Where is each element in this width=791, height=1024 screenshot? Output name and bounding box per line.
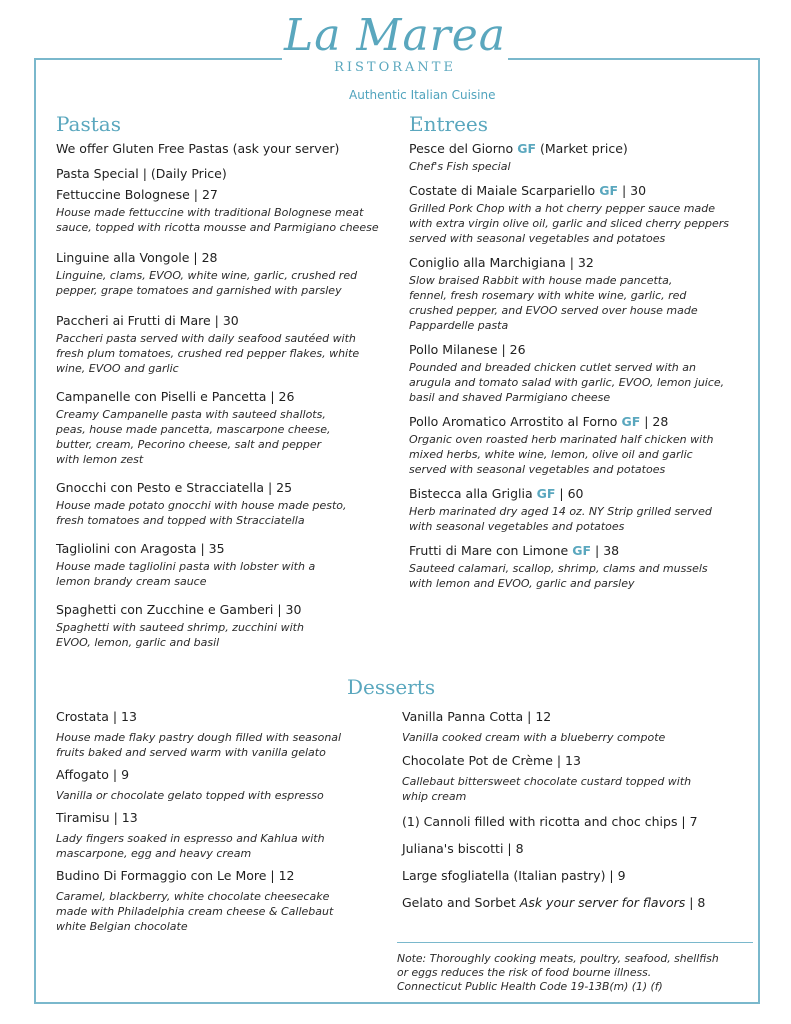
item-name: Campanelle con Piselli e Pancetta | 26	[56, 389, 295, 404]
menu-item	[56, 187, 391, 235]
menu-item	[402, 868, 757, 884]
item-description: Herb marinated dry aged 14 oz. NY Strip grilled served with seasonal vegetables and potatoes	[409, 505, 712, 533]
gluten-free-badge: GF	[621, 414, 641, 429]
logo-subtitle: RISTORANTE	[334, 60, 456, 75]
item-description: Linguine, clams, EVOO, white wine, garlic, crushed red pepper, grape tomatoes and garnished with parsley	[56, 269, 358, 297]
note-divider	[397, 942, 753, 943]
item-name: Tiramisu | 13	[56, 810, 138, 825]
menu-item	[409, 255, 754, 333]
item-name: Tagliolini con Aragosta | 35	[56, 541, 225, 556]
item-description: Spaghetti with sauteed shrimp, zucchini with EVOO, lemon, garlic and basil	[56, 621, 304, 649]
item-description: House made potato gnocchi with house made pesto, fresh tomatoes and topped with Stracciatella	[56, 499, 347, 527]
item-description: Callebaut bittersweet chocolate custard topped with whip cream	[402, 775, 692, 803]
item-name: Budino Di Formaggio con Le More | 12	[56, 868, 295, 883]
gluten-free-badge: GF	[536, 486, 556, 501]
item-name: Costate di Maiale Scarpariello GF | 30	[409, 183, 647, 198]
item-name: Coniglio alla Marchigiana | 32	[409, 255, 594, 270]
gluten-free-badge: GF	[517, 141, 536, 156]
item-name: Pollo Aromatico Arrostito al Forno GF | 28	[409, 414, 669, 429]
entrees-heading: Entrees	[409, 112, 489, 136]
desserts-right-column	[402, 709, 757, 911]
desserts-heading: Desserts	[347, 675, 436, 699]
item-name: Frutti di Mare con Limone GF | 38	[409, 543, 620, 558]
item-description: House made flaky pastry dough filled with seasonal fruits baked and served warm with vanilla gelato	[56, 731, 342, 759]
item-name: Chocolate Pot de Crème | 13	[402, 753, 581, 768]
menu-item	[56, 709, 391, 760]
item-description: Organic oven roasted herb marinated half chicken with mixed herbs, white wine, lemon, olive oil and garlic served with seasonal vegetables and potatoes	[409, 433, 714, 476]
menu-item	[402, 814, 757, 830]
item-description: Creamy Campanelle pasta with sauteed shallots, peas, house made pancetta, mascarpone cheese, butter, cream, Pecorino cheese, salt and pepper with lemon zest	[56, 408, 331, 466]
item-name: Large sfogliatella (Italian pastry) | 9	[402, 868, 626, 883]
menu-item	[56, 868, 391, 934]
menu-item	[402, 753, 757, 804]
menu-item	[56, 313, 391, 376]
item-name: Crostata | 13	[56, 709, 137, 724]
item-name: Fettuccine Bolognese | 27	[56, 187, 218, 202]
item-name: Pollo Milanese | 26	[409, 342, 526, 357]
item-name: Spaghetti con Zucchine e Gamberi | 30	[56, 602, 302, 617]
menu-item	[402, 709, 757, 745]
menu-item	[56, 810, 391, 861]
item-name: Linguine alla Vongole | 28	[56, 250, 218, 265]
menu-item	[56, 767, 391, 803]
item-name: Gelato and Sorbet Ask your server for flavors | 8	[402, 895, 706, 910]
menu-item	[409, 486, 754, 534]
menu-item	[409, 141, 754, 174]
menu-item	[56, 602, 391, 650]
gluten-free-badge: GF	[599, 183, 619, 198]
menu-item	[56, 480, 391, 528]
logo-script-text: La Marea	[283, 10, 507, 61]
item-description: Pounded and breaded chicken cutlet served with an arugula and tomato salad with garlic, EVOO, lemon juice, basil and shaved Parmigiano cheese	[409, 361, 725, 404]
item-description: Vanilla or chocolate gelato topped with espresso	[56, 789, 324, 802]
pasta-special: Pasta Special | (Daily Price)	[56, 166, 227, 181]
item-description: Slow braised Rabbit with house made pancetta, fennel, fresh rosemary with white wine, garlic, red crushed pepper, and EVOO served over house made Pappardelle pasta	[409, 274, 698, 332]
pastas-column	[56, 141, 391, 650]
tagline: Authentic Italian Cuisine	[349, 88, 496, 102]
pastas-heading: Pastas	[56, 112, 121, 136]
item-description: Grilled Pork Chop with a hot cherry pepper sauce made with extra virgin olive oil, garlic and sliced cherry peppers served with seasonal vegetables and potatoes	[409, 202, 730, 245]
item-description: Chef's Fish special	[409, 160, 511, 173]
gluten-free-note: We offer Gluten Free Pastas (ask your server)	[56, 141, 340, 156]
item-name: Gnocchi con Pesto e Stracciatella | 25	[56, 480, 293, 495]
entrees-column	[409, 141, 754, 591]
item-description: House made fettuccine with traditional Bolognese meat sauce, topped with ricotta mousse and Parmigiano cheese	[56, 206, 379, 234]
item-description: Lady fingers soaked in espresso and Kahlua with mascarpone, egg and heavy cream	[56, 832, 325, 860]
menu-item	[56, 250, 391, 298]
item-description: House made tagliolini pasta with lobster with a lemon brandy cream sauce	[56, 560, 316, 588]
item-name: Affogato | 9	[56, 767, 130, 782]
item-name: Juliana's biscotti | 8	[402, 841, 524, 856]
item-description: Caramel, blackberry, white chocolate cheesecake made with Philadelphia cream cheese & Callebaut white Belgian chocolate	[56, 890, 334, 933]
item-name: Bistecca alla Griglia GF | 60	[409, 486, 584, 501]
menu-item	[402, 841, 757, 857]
menu-item	[409, 183, 754, 246]
item-description: Vanilla cooked cream with a blueberry compote	[402, 731, 666, 744]
desserts-left-column	[56, 709, 391, 934]
menu-item	[402, 895, 757, 911]
item-name: Paccheri ai Frutti di Mare | 30	[56, 313, 239, 328]
item-name: Pesce del Giorno GF (Market price)	[409, 141, 628, 156]
item-name: Vanilla Panna Cotta | 12	[402, 709, 552, 724]
item-description: Paccheri pasta served with daily seafood sautéed with fresh plum tomatoes, crushed red pepper flakes, white wine, EVOO and garlic	[56, 332, 360, 375]
menu-item	[56, 541, 391, 589]
gluten-free-badge: GF	[572, 543, 592, 558]
menu-item	[409, 342, 754, 405]
menu-item	[56, 389, 391, 467]
food-safety-note: Note: Thoroughly cooking meats, poultry, seafood, shellfish or eggs reduces the risk of food bourne illness. Connecticut Public Health Code 19-13B(m) (1) (f)	[397, 952, 719, 993]
item-name: (1) Cannoli filled with ricotta and choc chips | 7	[402, 814, 698, 829]
menu-item	[409, 543, 754, 591]
menu-item	[409, 414, 754, 477]
item-description: Sauteed calamari, scallop, shrimp, clams and mussels with lemon and EVOO, garlic and parsley	[409, 562, 708, 590]
